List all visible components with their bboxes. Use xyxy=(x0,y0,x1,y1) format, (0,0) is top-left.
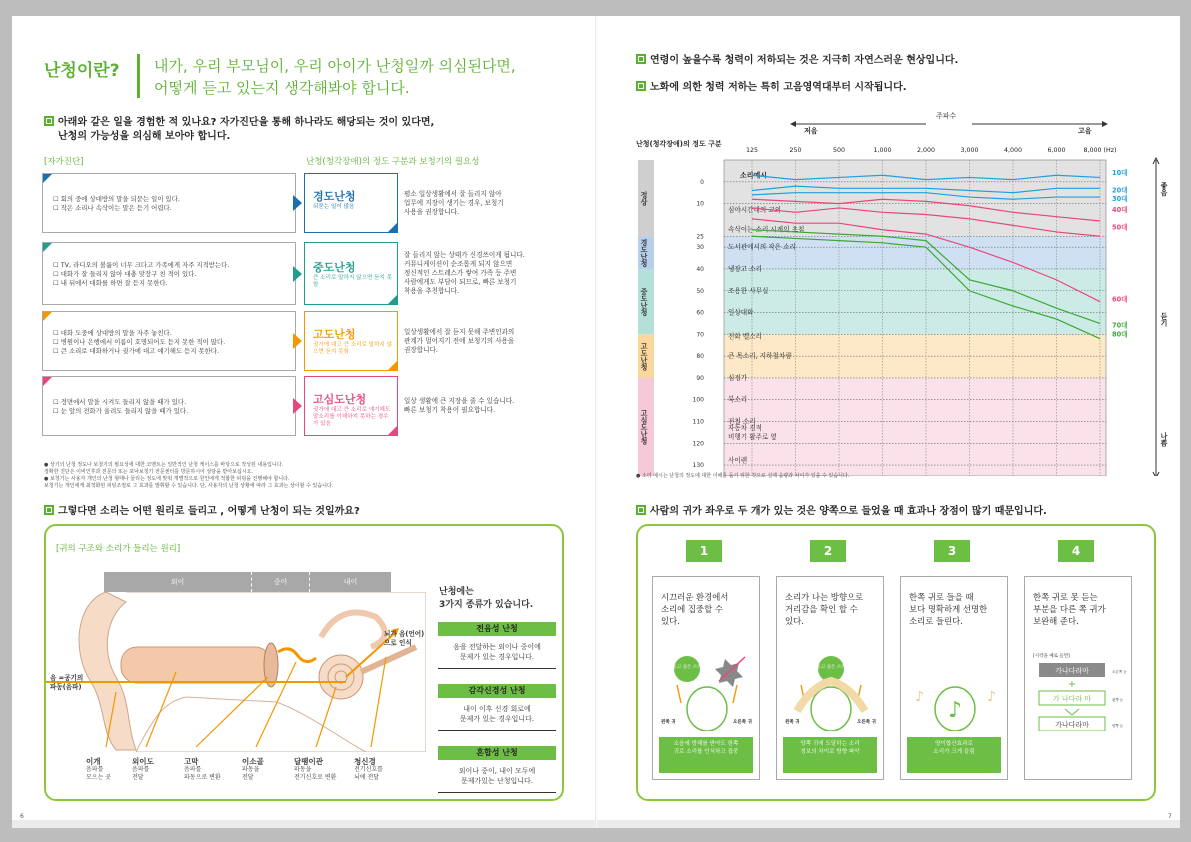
card-text xyxy=(909,591,987,627)
ear-part-desc: 뇌에 전달 xyxy=(354,774,380,781)
level-text xyxy=(313,261,393,289)
brochure-spread xyxy=(12,16,1180,828)
chart-freq-title: 주파수 xyxy=(936,112,957,120)
corner-flag-icon xyxy=(43,377,52,386)
page-number: 6 xyxy=(20,813,24,820)
grade-band-label: 고심도난청 xyxy=(640,409,648,445)
check-items xyxy=(53,195,180,213)
ear-panel xyxy=(44,524,564,801)
grade-band-label: 경도난청 xyxy=(640,238,648,267)
level-subtitle: 되묻는 일이 많음 xyxy=(313,204,355,210)
ear-diagram xyxy=(46,592,426,752)
card-illustration xyxy=(901,651,1009,731)
check-item: ☐ 눈 앞의 전화가 울려도 들리지 않을 때가 있다. xyxy=(53,407,189,415)
page-number: 7 xyxy=(1168,813,1172,820)
ear-part-desc: 전달 xyxy=(242,774,254,781)
types-title-line: 3가지 종류가 있습니다. xyxy=(439,600,534,610)
word-text: 가나다라마 xyxy=(1055,721,1089,729)
ear-part-desc: 전기신호로 변환 xyxy=(294,774,337,781)
level-name: 중도난청 xyxy=(313,261,356,274)
grade-label: 난청(청각장애)의 정도 구분과 보청기의 필요성 xyxy=(306,157,480,167)
description-line: 커뮤니케이션이 순조롭게 되지 않으면 xyxy=(404,260,513,268)
subtitle-line-2: 어떻게 듣고 있는지 생각해봐야 합니다. xyxy=(154,79,410,97)
card-footer xyxy=(907,737,1001,773)
page-title: 난청이란? xyxy=(44,61,120,81)
subtitle-line-1: 내가, 우리 부모님이, 우리 아이가 난청일까 의심된다면, xyxy=(154,57,516,75)
y-tick-label: 0 xyxy=(700,178,704,186)
card-illustration xyxy=(653,651,761,731)
example-caption: [시각을 예로 들면] xyxy=(1033,654,1070,659)
label-line: 뇌가 음(언어) xyxy=(384,630,425,638)
ear-part-desc: 파동으로 변환 xyxy=(184,774,221,781)
card-text xyxy=(785,591,863,627)
hearing-loss-type xyxy=(438,684,556,731)
x-tick-label: 2,000 xyxy=(916,147,936,154)
arrow-left-icon xyxy=(790,121,796,127)
series-label: 30대 xyxy=(1112,195,1128,204)
benefit-card xyxy=(900,576,1008,780)
grade-band-label: 정상 xyxy=(640,191,648,206)
y-tick-label: 10 xyxy=(696,200,704,208)
y-tick-label: 130 xyxy=(692,462,704,470)
word-text: 가나다라마 xyxy=(1055,667,1089,675)
brain-label xyxy=(384,630,424,648)
ear-part-desc: 모으는 곳 xyxy=(86,774,112,781)
arrow-right-icon xyxy=(1102,121,1108,127)
head-icon xyxy=(687,687,727,731)
arrow-right-icon xyxy=(293,266,302,282)
series-label: 80대 xyxy=(1112,330,1128,339)
semicircular-canals xyxy=(321,613,385,648)
sound-example-label: 전철 소리 xyxy=(728,417,756,426)
footnote-line: 정확한 진단은 이비인후과 전문의 또는 포낙보청기 전문센터를 방문하시어 상담을 받아보십시오. xyxy=(44,469,254,475)
sound-example-label: 비행기 활주로 옆 xyxy=(728,432,777,441)
ear-part-desc: 전기신호를 xyxy=(354,766,383,773)
green-square-icon xyxy=(636,54,646,64)
age-heading xyxy=(636,54,958,68)
ear-part-name: 청신경 xyxy=(354,757,376,766)
type-name: 전음성 난청 xyxy=(438,622,556,636)
types-title xyxy=(439,586,533,612)
sound-example-label: 소리예시 xyxy=(740,171,768,180)
card-text-line: 거리감을 확인 할 수 xyxy=(785,604,858,614)
card-text-line: 한쪽 귀로 들을 때 xyxy=(909,592,974,602)
corner-flag-icon xyxy=(388,223,397,232)
sound-example-label: 전화 벨소리 xyxy=(728,332,762,341)
card-illustration xyxy=(1025,651,1133,731)
y-tick-label: 60 xyxy=(696,309,704,317)
ear-part-label xyxy=(86,758,111,782)
series-label: 70대 xyxy=(1112,321,1128,330)
card-text-line: 보완해 준다. xyxy=(1033,616,1079,626)
y-tick-label: 90 xyxy=(696,374,704,382)
x-tick-label: 4,000 xyxy=(1003,147,1023,154)
type-desc: 외이나 중이, 내이 모두에 xyxy=(458,767,536,775)
type-desc: 문제가 있는 경우입니다. xyxy=(459,715,535,723)
heading-text: 아래와 같은 일을 경험한 적 있나요? 자가진단을 통해 하나라도 해당되는 것이 있다면, xyxy=(58,117,435,128)
level-name: 고도난청 xyxy=(313,328,356,341)
ear-part-name: 달팽이관 xyxy=(294,757,323,766)
card-footer-line: 소음에 방해를 받아도 한쪽 xyxy=(673,741,739,747)
description-line: 일상 생활에 큰 지장을 줄 수 있습니다. xyxy=(404,397,515,405)
type-divider xyxy=(438,730,556,731)
card-footer-line: 소리가 크게 들림 xyxy=(933,749,975,755)
y-tick-label: 110 xyxy=(692,418,704,426)
level-name: 고심도난청 xyxy=(313,393,367,406)
description-line: 권장합니다. xyxy=(404,346,438,354)
series-label: 10대 xyxy=(1112,169,1128,178)
check-item: ☐ 대화가 잘 들리지 않아 대충 맞장구 친 적이 있다. xyxy=(53,270,197,278)
ear-part-name: 이소골 xyxy=(242,757,264,766)
ear-part-label xyxy=(294,758,336,782)
label-line: 파동(음파) xyxy=(50,683,82,691)
ear-part-label xyxy=(354,758,383,782)
sound-example-label: 조용한 사무실 xyxy=(728,286,769,295)
grade-band-label: 고도난청 xyxy=(640,342,648,371)
check-item: ☐ 대화 도중에 상대방의 말을 자주 놓친다. xyxy=(53,329,172,337)
benefit-card xyxy=(652,576,760,780)
ear-part-desc: 음파를 xyxy=(86,766,104,773)
card-footer-line: 귀로 소리를 인식하고 집중 xyxy=(673,749,739,755)
self-check-box xyxy=(42,376,296,436)
hearing-level-box xyxy=(304,311,398,371)
type-name: 감각신경성 난청 xyxy=(438,684,556,698)
sound-example-label: 큰 목소리, 지하철차량 xyxy=(728,352,792,361)
auditory-nerve xyxy=(361,647,416,672)
music-note-icon: ♪ xyxy=(987,689,996,705)
chart-grade-axis: 난청(청각장애)의 정도 구분 xyxy=(636,140,722,148)
title-divider xyxy=(137,54,140,98)
x-tick-label: 125 xyxy=(745,147,759,154)
heading-text: 사람의 귀가 좌우로 두 개가 있는 것은 양쪽으로 들었을 때 효과나 장점이 많기 때문입니다. xyxy=(650,506,1047,517)
zone-middle-ear: 중이 xyxy=(251,572,309,592)
card-number-badge: 4 xyxy=(1058,540,1094,562)
x-tick-label: 500 xyxy=(832,147,846,154)
chevron-down-icon xyxy=(1065,709,1079,715)
right-page xyxy=(596,16,1180,828)
level-subtitle: 큰 소리로 말하지 않으면 듣지 못함 xyxy=(313,275,393,288)
grade-band xyxy=(724,378,1106,476)
card-text xyxy=(661,591,728,627)
type-divider xyxy=(438,668,556,669)
description-line: 일상생활에서 잘 듣지 못해 주변인과의 xyxy=(404,328,515,336)
y-tick-label: 50 xyxy=(696,287,704,295)
y-tick-label: 70 xyxy=(696,331,704,339)
scale-bad: 나쁨 xyxy=(1160,432,1168,447)
sound-example-label: 냉장고 소리 xyxy=(728,264,762,273)
card-footer xyxy=(659,737,753,773)
pointer-line xyxy=(316,687,336,747)
sound-example-label: 북소리 xyxy=(728,395,748,404)
self-check-box xyxy=(42,173,296,233)
series-label: 20대 xyxy=(1112,186,1128,195)
zone-outer-ear: 외이 xyxy=(170,578,185,586)
y-tick-label: 25 xyxy=(696,233,704,241)
aging-heading xyxy=(636,81,907,95)
types-title-line: 난청에는 xyxy=(439,587,474,597)
description-line: 사용을 권장합니다. xyxy=(404,208,460,216)
green-square-icon xyxy=(636,505,646,515)
left-ear-label: 왼쪽 귀 xyxy=(661,720,676,725)
card-number-badge: 1 xyxy=(686,540,722,562)
card-text-line: 있다. xyxy=(661,616,680,626)
check-items xyxy=(53,398,188,416)
sound-example-label: 사이렌 xyxy=(728,456,748,465)
type-desc: 내이 이후 신경 회로에 xyxy=(463,705,531,713)
grade-band-label: 중도난청 xyxy=(640,287,648,316)
self-check-heading xyxy=(44,116,434,130)
self-check-box xyxy=(42,242,296,305)
eye-label: 오른쪽 눈 xyxy=(1112,670,1127,674)
y-tick-label: 30 xyxy=(696,244,704,252)
music-note-icon: ♪ xyxy=(947,698,963,723)
grade-band xyxy=(724,236,1106,269)
check-item: ☐ 내 뒤에서 대화를 하면 잘 듣지 못한다. xyxy=(53,279,168,287)
two-ears-heading xyxy=(636,505,1047,519)
check-item: ☐ 작은 소리나 속삭이는 말은 듣기 어렵다. xyxy=(53,204,172,212)
series-label: 50대 xyxy=(1112,223,1128,232)
level-text xyxy=(313,328,393,356)
y-tick-label: 40 xyxy=(696,265,704,273)
card-illustration xyxy=(777,651,885,731)
heading-text: 연령이 높을수록 청력이 저하되는 것은 지극히 자연스러운 현상입니다. xyxy=(650,55,959,66)
hearing-level-box xyxy=(304,173,398,233)
benefit-card xyxy=(1024,576,1132,780)
hearing-level-box xyxy=(304,242,398,305)
card-text-line: 소리에 집중할 수 xyxy=(661,604,723,614)
eye-label: 양쪽 눈 xyxy=(1112,724,1124,728)
sound-source-label: 듣고 싶은 소리 xyxy=(816,665,846,670)
check-items xyxy=(53,329,225,356)
zone-inner-ear: 내이 xyxy=(309,572,391,592)
scale-mid: 듣기 xyxy=(1160,312,1168,327)
card-footer-line: 양쪽 귀에 도달하는 소리 xyxy=(800,741,860,747)
card-footer xyxy=(783,737,877,773)
x-tick-label: 6,000 xyxy=(1047,147,1066,154)
series-label: 40대 xyxy=(1112,206,1128,215)
card-footer-line: 정보의 차이로 방향 파악 xyxy=(800,749,860,755)
sound-example-label: 도서관에서의 작은 소리 xyxy=(728,243,796,252)
card-text xyxy=(1033,591,1106,627)
description-line: 사람에게도 부담이 되므로, 빠른 보청기 xyxy=(404,278,517,286)
check-item: ☐ TV, 라디오의 볼륨이 너무 크다고 가족에게 자주 지적받는다. xyxy=(53,261,230,269)
ear-part-desc: 파동을 xyxy=(294,766,312,773)
corner-flag-icon xyxy=(43,312,52,321)
head-icon xyxy=(811,687,851,731)
audiogram-chart xyxy=(636,104,1176,476)
right-ear-label: 오른쪽 귀 xyxy=(857,720,876,725)
check-item: ☐ 큰 소리로 대화하거나 귓가에 대고 얘기해도 듣지 못한다. xyxy=(53,347,219,355)
level-description xyxy=(404,328,560,355)
ear-part-name: 외이도 xyxy=(132,757,154,766)
left-ear-label: 왼쪽 귀 xyxy=(785,720,800,725)
level-name: 경도난청 xyxy=(313,190,356,203)
description-line: 정신적인 스트레스가 쌓여 가족 등 주변 xyxy=(404,269,517,277)
card-text-line: 시끄러운 환경에서 xyxy=(661,592,729,602)
ear-zone-bar xyxy=(104,572,391,592)
eardrum xyxy=(264,643,278,687)
self-check-heading-2: 난청의 가능성을 의심해 보아야 합니다. xyxy=(58,131,231,142)
eye-label: 왼쪽 눈 xyxy=(1112,698,1124,702)
card-text-line: 소리가 나는 방향으로 xyxy=(785,592,864,602)
label-line: 음 =공기의 xyxy=(50,674,84,682)
type-name: 혼합성 난청 xyxy=(438,746,556,760)
ear-panel-title: [귀의 구조와 소리가 들리는 원리] xyxy=(56,544,181,554)
arrow-right-icon xyxy=(293,333,302,349)
card-number-badge: 3 xyxy=(934,540,970,562)
green-square-icon xyxy=(44,116,54,126)
ossicles xyxy=(278,649,316,662)
footnotes xyxy=(44,462,564,490)
ear-part-label xyxy=(184,758,221,782)
arrow-right-icon xyxy=(293,398,302,414)
level-text xyxy=(313,190,393,211)
y-tick-label: 120 xyxy=(692,440,704,448)
chart-high-label: 고음 xyxy=(1078,127,1092,135)
card-footer-line: 양이합산효과로 xyxy=(935,741,973,747)
level-description xyxy=(404,190,560,217)
y-tick-label: 100 xyxy=(692,396,704,404)
heading-text: 노화에 의한 청력 저하는 특히 고음영역대부터 시작됩니다. xyxy=(650,82,907,93)
ear-part-name: 이개 xyxy=(86,757,101,766)
hearing-level-box xyxy=(304,376,398,436)
y-tick-label: 80 xyxy=(696,353,704,361)
description-line: 잘 들리지 않는 상태가 신경쓰이게 됩니다. xyxy=(404,251,525,259)
two-ears-panel xyxy=(636,524,1156,801)
self-check-label: [자가진단] xyxy=(44,157,84,167)
ear-section-heading xyxy=(44,505,360,519)
footnote-line: ● 상기의 난청 정도나 보청기의 필요성에 대한 코멘트는 일반적인 난청 케이스를 바탕으로 작성된 내용입니다. xyxy=(44,462,284,468)
sound-example-label: 일상대화 xyxy=(728,308,754,317)
x-tick-label: 8,000 (Hz) xyxy=(1083,147,1117,154)
x-tick-label: 1,000 xyxy=(873,147,892,154)
benefit-card xyxy=(776,576,884,780)
description-line: 빠른 보청기 착용이 필요합니다. xyxy=(404,406,496,414)
description-line: 착용을 추천합니다. xyxy=(404,287,460,295)
ear-part-desc: 음파를 xyxy=(132,766,150,773)
sound-example-label: 자동차 경적 xyxy=(728,424,762,433)
sound-example-label: 심야시간대의 교외 xyxy=(728,206,782,215)
level-subtitle: 귓가에 대고 큰 소리로 얘기해도 말소리를 이해하지 못하는 경우가 있음 xyxy=(313,407,391,427)
corner-flag-icon xyxy=(43,243,52,252)
card-number-badge: 2 xyxy=(810,540,846,562)
sound-example-label: 심정가 xyxy=(728,373,748,382)
card-text-line: 보다 명확하게 선명한 xyxy=(909,604,988,614)
type-desc: 문제가있는 난청입니다. xyxy=(460,777,534,785)
description-line: 평소 일상생활에서 잘 들리지 않아 xyxy=(404,190,502,198)
ear-part-label xyxy=(132,758,154,782)
corner-flag-icon xyxy=(43,174,52,183)
hearing-loss-type xyxy=(438,622,556,669)
ear-part-desc: 파동을 xyxy=(242,766,260,773)
series-label: 60대 xyxy=(1112,295,1128,304)
check-item: ☐ 병원이나 은행에서 이름이 호명되어도 듣지 못한 적이 많다. xyxy=(53,338,226,346)
label-line: 으로 인식 xyxy=(384,639,412,647)
level-description xyxy=(404,397,560,415)
arrow-right-icon xyxy=(293,195,302,211)
ear-canal xyxy=(121,647,271,683)
sound-source-label: 듣고 싶은 소리 xyxy=(672,665,702,670)
green-square-icon xyxy=(44,505,54,515)
grade-band xyxy=(724,269,1106,334)
footnote-line: 보청기는 개인에게 최적화된 피팅조절로 그 효과를 발휘할 수 있습니다. 단, 사용자의 난청 상황에 따라 그 효과는 상이할 수 있습니다. xyxy=(44,483,334,489)
chart-low-label: 저음 xyxy=(804,127,818,135)
corner-flag-icon xyxy=(388,361,397,370)
sound-wave-label xyxy=(50,674,83,692)
card-text-line: 한쪽 귀로 못 듣는 xyxy=(1033,592,1098,602)
ear-part-desc: 전달 xyxy=(132,774,144,781)
level-description xyxy=(404,251,560,296)
ear-part-label xyxy=(242,758,264,782)
type-divider xyxy=(438,792,556,793)
footnote-line: ● 보청기는 사용자 개인의 난청 형태나 들리는 정도에 맞춰 개별적으로 원인에게 적합한 피팅을 진행해야 합니다. xyxy=(44,476,290,482)
type-desc: 음을 전달하는 외이나 중이에 xyxy=(453,643,541,651)
music-note-icon: ♪ xyxy=(915,689,924,705)
description-line: 관계가 멀어지기 전에 보청기의 사용을 xyxy=(404,337,515,345)
hearing-loss-type xyxy=(438,746,556,793)
heading-text: 그렇다면 소리는 어떤 원리로 들리고 , 어떻게 난청이 되는 것일까요? xyxy=(58,506,360,517)
pointer-line xyxy=(196,677,268,747)
x-tick-label: 250 xyxy=(789,147,802,154)
level-subtitle: 귓가에 대고 큰 소리로 말하지 않으면 듣지 못함 xyxy=(313,342,393,355)
card-text-line: 있다. xyxy=(785,616,804,626)
right-ear-label: 오른쪽 귀 xyxy=(733,720,752,725)
card-text-line: 부분을 다른 쪽 귀가 xyxy=(1033,604,1106,614)
cochlea xyxy=(319,655,363,699)
check-item: ☐ 회의 중에 상대방의 말을 되묻는 일이 있다. xyxy=(53,195,180,203)
ear-part-name: 고막 xyxy=(184,757,199,766)
check-items xyxy=(53,261,229,288)
description-line: 업무에 지장이 생기는 경우, 보청기 xyxy=(404,199,504,207)
word-text: 가 나다라 마 xyxy=(1052,695,1092,703)
ear-part-desc: 음파를 xyxy=(184,766,202,773)
sound-example-label: 속삭이는 소리 시계의 초침 xyxy=(728,225,805,234)
type-desc: 문제가 있는 경우입니다. xyxy=(459,653,535,661)
level-text xyxy=(313,393,393,428)
plus-icon: + xyxy=(1067,679,1077,690)
chart-note: ● 소리 예시는 난청의 정도에 대한 이해를 돕기 위한 것으로 실제 음량과 차이가 있을 수 있습니다. xyxy=(636,473,850,479)
green-square-icon xyxy=(636,81,646,91)
scale-good: 좋음 xyxy=(1160,181,1168,196)
left-page xyxy=(12,16,596,828)
check-item: ☐ 정면에서 말을 시켜도 들리지 않을 때가 있다. xyxy=(53,398,187,406)
x-tick-label: 3,000 xyxy=(960,147,979,154)
corner-flag-icon xyxy=(388,295,397,304)
pointer-line xyxy=(371,657,386,747)
self-check-box xyxy=(42,311,296,371)
card-text-line: 소리로 들린다. xyxy=(909,616,963,626)
